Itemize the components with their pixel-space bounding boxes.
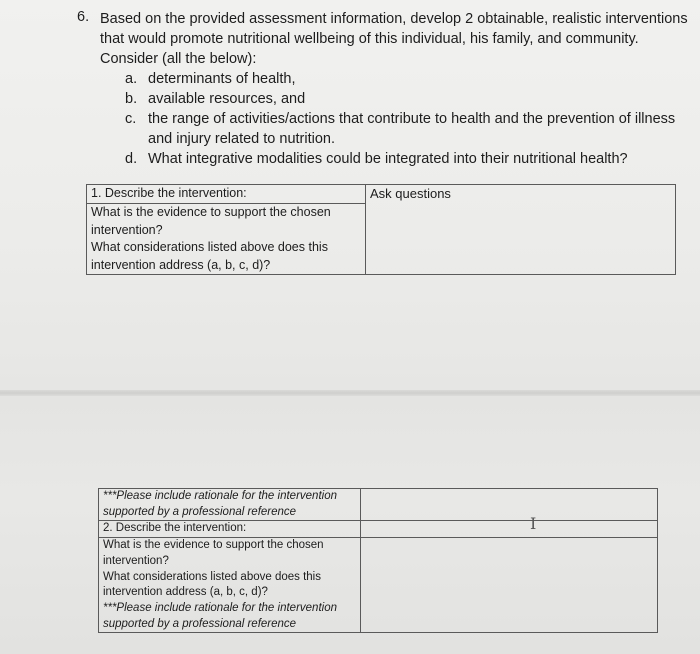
question-line: that would promote nutritional wellbeing of this individual, his family, and community. (100, 31, 639, 47)
table-line: supported by a professional reference (103, 617, 297, 630)
intervention-1-table (86, 184, 676, 275)
question-line: Based on the provided assessment information, develop 2 obtainable, realistic interventions (100, 11, 688, 27)
list-item-text: available resources, and (148, 91, 306, 107)
intervention-1-header[interactable]: 1. Describe the intervention: (87, 185, 366, 204)
rationale-answer-cell[interactable] (361, 489, 658, 521)
list-item (125, 109, 685, 149)
table-line: intervention? (103, 554, 169, 567)
list-marker: b. (125, 91, 138, 107)
rationale-note[interactable] (99, 489, 361, 521)
intervention-2-details-answer-cell[interactable] (361, 538, 658, 633)
table-line: ***Please include rationale for the intervention (103, 601, 337, 614)
question-prompt (100, 9, 690, 69)
list-item-text: What integrative modalities could be integrated into their nutritional health? (148, 151, 628, 167)
table-line: What considerations listed above does this (91, 240, 328, 255)
intervention-2-answer-cell[interactable] (361, 521, 658, 538)
table-line: intervention address (a, b, c, d)? (91, 257, 271, 272)
intervention-1-details[interactable] (87, 204, 366, 275)
table-line: supported by a professional reference (103, 505, 297, 518)
consideration-list (125, 69, 685, 169)
table-line: ***Please include rationale for the intervention (103, 490, 337, 502)
list-item (125, 89, 685, 109)
table-line: intervention? (91, 222, 163, 237)
text-cursor-icon: I (530, 514, 537, 533)
question-line: Consider (all the below): (100, 51, 257, 67)
list-marker: a. (125, 71, 138, 87)
intervention-2-table (98, 488, 658, 633)
table-line: What is the evidence to support the chosen (91, 205, 331, 219)
list-item-text: the range of activities/actions that contribute to health and the prevention of illness (148, 111, 676, 127)
ask-questions-label: Ask questions (370, 186, 451, 201)
list-marker: d. (125, 151, 138, 167)
intervention-2-details[interactable] (99, 538, 361, 633)
question-number: 6. (77, 9, 90, 25)
table-line: What considerations listed above does this (103, 570, 321, 583)
list-marker: c. (125, 111, 137, 127)
list-item-text: and injury related to nutrition. (148, 131, 335, 147)
list-item-text: determinants of health, (148, 71, 296, 87)
list-item (125, 69, 685, 89)
table-line: intervention address (a, b, c, d)? (103, 586, 268, 599)
table-line: What is the evidence to support the chosen (103, 539, 324, 552)
list-item (125, 149, 685, 169)
ask-questions-cell[interactable] (366, 185, 676, 275)
intervention-2-header[interactable]: 2. Describe the intervention: (99, 521, 361, 538)
